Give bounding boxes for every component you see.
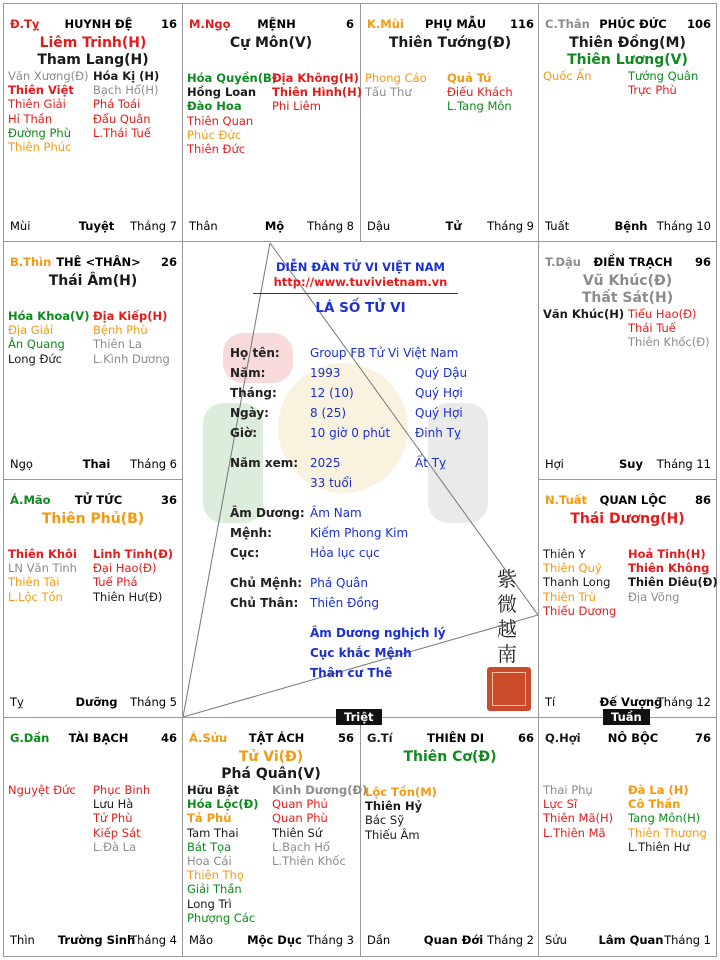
left-stars — [365, 785, 437, 842]
star-item: Thai Phụ — [543, 783, 593, 797]
info-label: Mệnh: — [230, 526, 272, 540]
main-star: Cự Môn(V) — [229, 35, 313, 51]
star-item: Thiên Phúc — [8, 140, 72, 155]
can-chi-label: K.Mùi — [367, 17, 404, 31]
chi-label: Thìn — [10, 933, 35, 947]
star-item: Văn Xương(Đ) — [8, 69, 89, 83]
star-item: Quốc Ấn — [543, 69, 592, 83]
info-extra: Quý Dậu — [415, 366, 468, 380]
month-label: Tháng 10 — [656, 219, 711, 233]
chi-label: Hợi — [545, 457, 564, 471]
star-item: L.Đà La — [93, 839, 137, 854]
info-value: Hỏa lục cục — [310, 546, 380, 560]
truong-sinh: Trường Sinh — [57, 933, 136, 947]
info-extra: Đinh Tỵ — [415, 426, 462, 440]
chi-label: Dậu — [367, 219, 391, 233]
star-item: Bát Tọa — [187, 839, 232, 854]
star-item: Địa Kiếp(H) — [93, 309, 168, 323]
star-item: Phong Cáo — [365, 71, 427, 85]
star-item: Ân Quang — [8, 337, 65, 352]
star-item: Kiếp Sát — [93, 825, 141, 840]
star-item: Hồng Loan — [187, 85, 257, 100]
star-item: Thiên Giải — [8, 97, 66, 112]
left-stars — [187, 71, 277, 156]
info-extra: Quý Hợi — [415, 406, 463, 420]
palace-cell-tuat[interactable] — [538, 479, 717, 717]
star-item: Tiểu Hao(Đ) — [628, 307, 697, 321]
month-label: Tháng 11 — [656, 457, 711, 471]
star-item: Tử Phù — [93, 811, 133, 826]
star-item: Thiên Trù — [543, 589, 596, 604]
star-item: Tả Phù — [187, 811, 232, 826]
star-item: Kình Dương(Đ) — [272, 783, 368, 797]
red-seal-stamp — [487, 667, 531, 711]
chi-label: Ngọ — [10, 457, 33, 471]
triet-marker: Triệt — [336, 709, 382, 725]
left-stars — [8, 69, 89, 154]
star-item: Hoa Cái — [187, 854, 232, 869]
star-item: Lực Sĩ — [543, 797, 578, 812]
truong-sinh: Mộc Dục — [247, 933, 302, 947]
chi-label: Mão — [189, 933, 214, 947]
chi-label: Tí — [545, 695, 556, 709]
palace-cell-hoi[interactable] — [538, 717, 717, 955]
right-stars — [93, 69, 159, 140]
info-label: Chủ Thân: — [230, 596, 299, 610]
main-star: Thiên Cơ(Đ) — [403, 749, 497, 765]
can-chi-label: B.Thìn — [10, 255, 52, 269]
star-item: Phục Binh — [93, 783, 151, 797]
info-label: Cục: — [230, 546, 260, 560]
star-item: Thiên Khốc(Đ) — [628, 335, 710, 350]
info-label: Năm xem: — [230, 456, 299, 470]
palace-cell-ty[interactable] — [3, 3, 183, 241]
palace-cell-ngo[interactable] — [182, 3, 363, 241]
palace-footer — [10, 933, 177, 949]
truong-sinh: Suy — [619, 457, 643, 471]
month-label: Tháng 7 — [130, 219, 177, 233]
palace-cell-dan[interactable] — [3, 717, 183, 955]
info-label: Âm Dương: — [230, 506, 305, 520]
star-item: LN Văn Tinh — [8, 561, 77, 576]
palace-name: TỬ TỨC — [74, 493, 123, 507]
forum-url[interactable]: http://www.tuvivietnam.vn — [273, 275, 448, 289]
info-value: 10 giờ 0 phút — [310, 426, 391, 440]
palace-header — [367, 731, 534, 747]
palace-cell-ti[interactable] — [360, 717, 540, 955]
palace-footer — [367, 219, 534, 235]
can-chi-label: N.Tuất — [545, 493, 588, 507]
star-item: Văn Khúc(H) — [543, 307, 625, 321]
month-label: Tháng 1 — [664, 933, 711, 947]
can-chi-label: Á.Mão — [10, 493, 51, 507]
main-star: Phá Quân(V) — [221, 766, 321, 782]
main-star: Tham Lang(H) — [37, 52, 149, 68]
month-label: Tháng 3 — [307, 933, 354, 947]
star-item: Giải Thần — [187, 882, 242, 897]
star-item: Thiên Việt — [8, 83, 74, 98]
main-star: Vũ Khúc(Đ) — [582, 273, 673, 289]
star-item: Thiên Quan — [187, 113, 254, 128]
left-stars — [543, 783, 613, 840]
palace-footer — [545, 457, 711, 473]
star-item: Bạch Hổ(H) — [93, 83, 159, 98]
star-item: Bệnh Phù — [93, 323, 148, 338]
calligraphy-char: 南 — [497, 642, 517, 666]
dai-van-number: 36 — [160, 493, 177, 507]
star-item: L.Thiên Mã — [543, 825, 606, 840]
star-item: Thiên Thọ — [187, 868, 244, 883]
palace-name: ĐIỀN TRẠCH — [593, 255, 673, 269]
palace-name: TẬT ÁCH — [248, 731, 305, 745]
star-item: Thái Tuế — [628, 321, 676, 336]
star-item: Thiên Mã(H) — [543, 811, 614, 826]
can-chi-label: C.Thân — [545, 17, 590, 31]
info-value: Phá Quân — [310, 576, 369, 590]
star-item: Quan Phù — [272, 811, 328, 826]
chi-label: Tuất — [545, 219, 570, 233]
star-item: Địa Giải — [8, 323, 54, 338]
info-value: 12 (10) — [310, 386, 354, 400]
dai-van-number: 96 — [694, 255, 711, 269]
month-label: Tháng 2 — [487, 933, 534, 947]
star-item: Thiên Y — [543, 547, 586, 561]
palace-header — [189, 17, 354, 33]
chi-label: Dần — [367, 933, 391, 947]
month-label: Tháng 9 — [487, 219, 534, 233]
palace-header — [10, 17, 177, 33]
truong-sinh: Mộ — [264, 219, 285, 233]
month-label: Tháng 6 — [130, 457, 177, 471]
right-stars — [93, 547, 173, 604]
tuan-marker: Tuần — [603, 709, 650, 725]
star-item: Thiên Khôi — [8, 547, 77, 561]
palace-name: PHỤ MẪU — [424, 17, 487, 31]
can-chi-label: T.Dậu — [545, 255, 581, 269]
right-stars — [628, 783, 707, 854]
truong-sinh: Thai — [82, 457, 111, 471]
palace-cell-dau[interactable] — [538, 241, 717, 479]
star-item: Thiên La — [93, 337, 142, 352]
star-item: Hóa Kị (H) — [93, 69, 160, 83]
palace-cell-than[interactable] — [538, 3, 717, 241]
star-item: Quan Phủ — [272, 797, 328, 812]
star-item: Đào Hoa — [187, 99, 242, 114]
main-star: Liêm Trinh(H) — [39, 35, 147, 51]
calligraphy-char: 紫 — [497, 567, 517, 591]
truong-sinh: Bệnh — [614, 219, 648, 233]
info-extra: Quý Hợi — [415, 386, 463, 400]
star-item: Tuế Phá — [93, 575, 138, 590]
star-item: Hỉ Thần — [8, 111, 53, 126]
star-item: Phượng Các — [187, 910, 256, 925]
palace-header — [189, 731, 354, 747]
palace-cell-suu[interactable] — [182, 717, 368, 955]
can-chi-label: G.Tí — [367, 731, 393, 745]
star-item: Cô Thần — [628, 797, 681, 812]
star-item: Linh Tinh(Đ) — [93, 547, 173, 561]
info-value: 2025 — [310, 456, 341, 470]
main-star: Thiên Tướng(Đ) — [388, 35, 512, 51]
info-value: Âm Nam — [310, 506, 362, 520]
can-chi-label: M.Ngọ — [189, 17, 231, 31]
star-item: Tấu Thư — [365, 85, 412, 100]
info-value: Thiên Đồng — [310, 596, 379, 610]
star-item: Long Trì — [187, 896, 232, 911]
truong-sinh: Tuyệt — [78, 219, 115, 233]
left-stars — [543, 69, 592, 83]
can-chi-label: Đ.Tỵ — [10, 17, 40, 31]
star-item: Thiên Diêu(Đ) — [628, 575, 718, 590]
info-value: Kiếm Phong Kim — [310, 526, 409, 540]
palace-footer — [367, 933, 534, 949]
star-item: Đại Hao(Đ) — [93, 561, 157, 576]
star-item: Thiếu Dương — [543, 603, 617, 618]
left-stars — [187, 783, 258, 925]
left-stars — [8, 547, 77, 604]
palace-footer — [10, 457, 177, 473]
palace-name: NÔ BỘC — [607, 731, 659, 745]
palace-header — [545, 255, 711, 271]
left-stars — [543, 547, 616, 618]
star-item: Thiên Quý — [543, 561, 602, 576]
left-stars — [8, 783, 76, 797]
star-item: Tam Thai — [187, 825, 239, 840]
right-stars — [628, 547, 718, 604]
note-line: Âm Dương nghịch lý — [310, 626, 446, 640]
left-stars — [543, 307, 624, 321]
star-item: Đường Phù — [8, 125, 71, 140]
can-chi-label: G.Dần — [10, 731, 50, 745]
palace-name: MỆNH — [257, 17, 296, 31]
right-stars — [628, 69, 698, 97]
palace-name: THIÊN DI — [426, 731, 485, 745]
truong-sinh: Tử — [445, 219, 462, 233]
dai-van-number: 16 — [160, 17, 177, 31]
palace-header — [10, 731, 177, 747]
chi-label: Tỵ — [10, 695, 24, 709]
info-value: 33 tuổi — [310, 476, 353, 490]
star-item: Thiên Hư(Đ) — [93, 589, 163, 604]
palace-cell-mao[interactable] — [3, 479, 183, 717]
palace-name: PHÚC ĐỨC — [599, 17, 667, 31]
truong-sinh: Lâm Quan — [598, 933, 664, 947]
star-item: Thiên Đức — [187, 142, 246, 157]
right-stars — [272, 783, 367, 868]
main-star: Thái Dương(H) — [570, 511, 685, 527]
month-label: Tháng 4 — [130, 933, 177, 947]
palace-cell-mui[interactable] — [360, 3, 540, 241]
star-item: Bác Sỹ — [365, 813, 405, 828]
star-item: Lộc Tồn(M) — [365, 785, 437, 799]
star-item: Long Đức — [8, 351, 63, 366]
palace-footer — [545, 933, 711, 949]
star-item: L.Bạch Hổ — [272, 839, 330, 854]
forum-name: DIỄN ĐÀN TỬ VI VIỆT NAM — [276, 260, 445, 274]
info-label: Giờ: — [230, 426, 258, 440]
star-item: Địa Võng — [628, 589, 680, 604]
star-item: L.Thiên Khốc — [272, 854, 346, 869]
dai-van-number: 76 — [694, 731, 711, 745]
palace-footer — [189, 219, 354, 235]
star-item: Hóa Khoa(V) — [8, 309, 90, 323]
star-item: Hữu Bật — [187, 783, 240, 797]
chart-title: LÁ SỐ TỬ VI — [315, 300, 406, 316]
main-star: Tử Vi(Đ) — [238, 749, 304, 765]
star-item: Thiên Hỷ — [365, 799, 423, 814]
palace-footer — [10, 219, 177, 235]
star-item: Đà La (H) — [628, 783, 689, 797]
star-item: Thanh Long — [543, 575, 611, 590]
star-item: Trực Phù — [628, 83, 677, 98]
star-item: Phi Liêm — [272, 99, 321, 114]
month-label: Tháng 8 — [307, 219, 354, 233]
palace-header — [545, 17, 711, 33]
dai-van-number: 46 — [160, 731, 177, 745]
star-item: Thiên Tài — [8, 575, 60, 590]
main-star: Thiên Phủ(B) — [41, 511, 145, 527]
main-star: Thất Sát(H) — [581, 290, 674, 306]
star-item: Thiên Hình(H) — [272, 85, 363, 100]
star-item: Hóa Lộc(Đ) — [187, 797, 259, 812]
dai-van-number: 86 — [694, 493, 711, 507]
star-item: L.Thái Tuế — [93, 125, 151, 140]
palace-header — [10, 493, 177, 509]
info-value: Group FB Tử Vi Việt Nam — [310, 346, 459, 360]
info-value: 8 (25) — [310, 406, 347, 420]
month-label: Tháng 12 — [656, 695, 711, 709]
star-item: Lưu Hà — [93, 797, 134, 812]
calligraphy-char: 微 — [497, 592, 517, 616]
info-value: 1993 — [310, 366, 341, 380]
dai-van-number: 66 — [517, 731, 534, 745]
title-underline — [253, 293, 458, 294]
star-item: Hóa Quyền(B) — [187, 71, 278, 85]
star-item: Nguyệt Đức — [8, 783, 76, 797]
info-label: Tháng: — [230, 386, 277, 400]
palace-name: QUAN LỘC — [599, 493, 667, 507]
note-line: Thân cư Thê — [310, 666, 393, 680]
dai-van-number: 26 — [160, 255, 177, 269]
dai-van-number: 116 — [509, 17, 534, 31]
chi-label: Thân — [189, 219, 218, 233]
palace-header — [367, 17, 534, 33]
palace-footer — [545, 695, 711, 711]
star-item: Điếu Khách — [447, 85, 513, 100]
palace-footer — [10, 695, 177, 711]
star-item: Phúc Đức — [187, 127, 242, 142]
palace-footer — [189, 933, 354, 949]
star-item: L.Lộc Tồn — [8, 589, 63, 604]
info-extra: Ất Tỵ — [415, 456, 447, 470]
right-stars — [93, 783, 150, 854]
can-chi-label: Á.Sửu — [189, 731, 228, 745]
star-item: Đẩu Quân — [93, 111, 151, 126]
main-star: Thiên Đồng(M) — [569, 35, 686, 51]
left-stars — [8, 309, 89, 366]
right-stars — [272, 71, 362, 114]
dai-van-number: 56 — [337, 731, 354, 745]
chi-label: Sửu — [545, 933, 567, 947]
right-stars — [628, 307, 710, 350]
right-stars — [93, 309, 170, 366]
note-line: Cục khắc Mệnh — [310, 646, 412, 660]
month-label: Tháng 5 — [130, 695, 177, 709]
right-stars — [447, 71, 513, 114]
palace-header — [545, 731, 711, 747]
info-label: Ngày: — [230, 406, 269, 420]
palace-name: TÀI BẠCH — [68, 731, 129, 745]
star-item: Hoả Tinh(H) — [628, 547, 706, 561]
palace-cell-thin[interactable] — [3, 241, 183, 479]
star-item: Thiên Không — [628, 561, 710, 576]
star-item: L.Kình Dương — [93, 351, 170, 366]
truong-sinh: Dưỡng — [75, 695, 118, 709]
palace-footer — [545, 219, 711, 235]
main-star: Thiên Lương(V) — [567, 52, 688, 68]
truong-sinh: Đế Vượng — [599, 695, 663, 709]
info-label: Họ tên: — [230, 346, 280, 360]
main-star: Thái Âm(H) — [48, 273, 138, 289]
star-item: Tướng Quân — [628, 69, 699, 83]
palace-header — [10, 255, 177, 271]
star-item: Thiên Thương — [628, 825, 707, 840]
left-stars — [365, 71, 427, 99]
dai-van-number: 6 — [345, 17, 354, 31]
star-item: Địa Không(H) — [272, 71, 359, 85]
calligraphy-char: 越 — [497, 617, 517, 641]
star-item: Quả Tú — [447, 71, 492, 85]
info-label: Chủ Mệnh: — [230, 576, 303, 590]
truong-sinh: Quan Đới — [423, 933, 484, 947]
star-item: Phá Toái — [93, 97, 141, 112]
palace-name: THÊ <THÂN> — [56, 255, 141, 269]
palace-name: HUYNH ĐỆ — [64, 17, 133, 31]
center-panel — [183, 243, 538, 717]
info-label: Năm: — [230, 366, 266, 380]
star-item: L.Thiên Hư — [628, 839, 690, 854]
star-item: Thiên Sứ — [272, 825, 323, 840]
can-chi-label: Q.Hợi — [545, 731, 581, 745]
palace-header — [545, 493, 711, 509]
star-item: L.Tang Môn — [447, 99, 512, 114]
star-item: Tang Môn(H) — [628, 811, 701, 826]
dai-van-number: 106 — [686, 17, 711, 31]
star-item: Thiếu Âm — [365, 827, 420, 842]
chi-label: Mùi — [10, 219, 31, 233]
